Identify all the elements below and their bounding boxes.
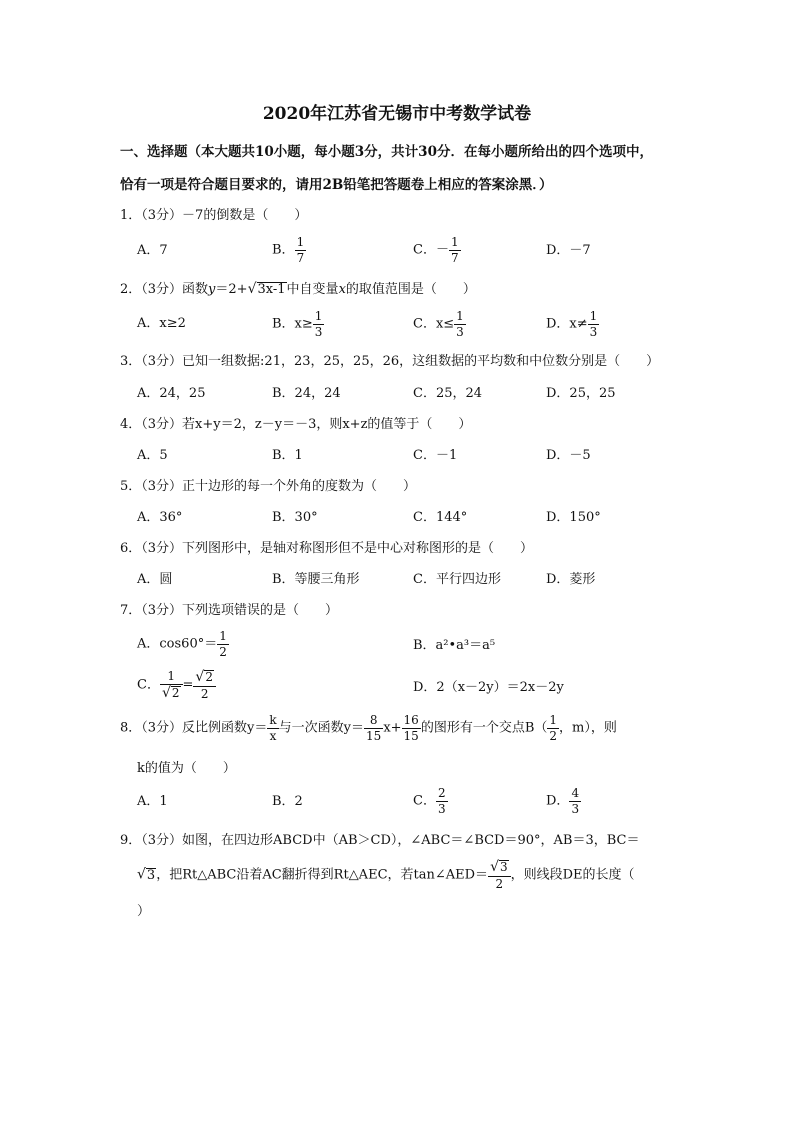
q8-frac-1-2 — [548, 714, 558, 742]
radicand: 3 — [499, 860, 508, 874]
numerator: 8 — [369, 713, 378, 727]
q8-option-c — [413, 787, 448, 815]
q8-frac-k-x — [268, 714, 277, 742]
q2-var2: x — [338, 282, 346, 297]
q5-option-a: A．36° — [137, 510, 183, 525]
q5-option-d: D．150° — [546, 510, 601, 525]
question-8-line2: k的值为（ ） — [137, 761, 236, 776]
numerator: 16 — [403, 713, 419, 727]
q4-option-b: B．1 — [272, 448, 303, 463]
q2-suffix: 中自变量 — [286, 282, 339, 297]
denominator: 3 — [314, 324, 323, 339]
denominator — [160, 684, 183, 701]
q3-option-d: D．25，25 — [546, 386, 616, 401]
q8-option-d — [546, 787, 581, 815]
q1-option-c — [413, 236, 461, 264]
q2-radicand: 3x-1 — [257, 282, 286, 297]
q2-eq: ＝2+ — [215, 282, 248, 297]
numerator: 1 — [549, 713, 558, 727]
q7-c-fraction-right — [194, 670, 215, 700]
q5-option-b: B．30° — [272, 510, 318, 525]
sqrt-sign: √ — [490, 859, 499, 875]
q7-c-eq: = — [182, 677, 194, 693]
q7-option-c — [137, 670, 216, 700]
numerator: 1 — [314, 309, 323, 323]
denominator: 2 — [549, 728, 558, 743]
question-4-stem: 4．（3分）若x+y＝2，z－y＝－3，则x+z的值等于（ ） — [120, 417, 472, 432]
q4-option-d: D．－5 — [546, 448, 591, 463]
q2-c-label: C．x≤ — [413, 316, 455, 332]
q1-option-b — [272, 236, 306, 264]
q8-mid: 与一次函数y＝ — [278, 720, 365, 736]
question-1-stem: 1．（3分）－7的倒数是（ ） — [120, 208, 308, 223]
q6-option-b: B．等腰三角形 — [272, 572, 360, 587]
radicand: 2 — [205, 670, 213, 684]
q7-a-fraction — [218, 630, 228, 658]
question-9-line2 — [137, 860, 635, 890]
q7-option-a — [137, 630, 229, 658]
q3-option-c: C．25，24 — [413, 386, 483, 401]
question-9-line1: 9．（3分）如图，在四边形ABCD中（AB＞CD），∠ABC＝∠BCD＝90°，AB＝3，BC＝ — [120, 833, 640, 848]
denominator: 2 — [488, 876, 511, 891]
denominator: 7 — [450, 250, 459, 265]
q1-b-label: B． — [272, 242, 295, 258]
denominator: 15 — [366, 728, 382, 743]
denominator: x — [267, 728, 278, 743]
q7-option-d: D．2（x－2y）＝2x－2y — [413, 680, 564, 695]
q1-option-d: D．－7 — [546, 243, 591, 258]
q8-frac-8-15 — [365, 714, 382, 742]
numerator: 1 — [167, 669, 176, 683]
denominator: 7 — [296, 250, 305, 265]
q8-option-b: B．2 — [272, 794, 303, 809]
q6-option-c: C．平行四边形 — [413, 572, 501, 587]
q3-option-a: A．24，25 — [137, 386, 206, 401]
q2-d-label: D．x≠ — [546, 316, 588, 332]
q2-b-label: B．x≥ — [272, 316, 313, 332]
question-8-stem — [120, 714, 617, 742]
question-2-stem — [120, 282, 476, 296]
denominator: 3 — [456, 324, 464, 339]
q2-b-fraction — [314, 310, 324, 338]
section-heading-line1: 一、选择题（本大题共10小题，每小题3分，共计30分．在每小题所给出的四个选项中， — [120, 144, 653, 160]
q2-d-fraction — [589, 310, 599, 338]
radicand: 2 — [171, 685, 180, 700]
q9-end: ，则线段DE的长度（ — [510, 867, 635, 883]
q9-mid: ，把Rt△ABC沿着AC翻折得到Rt△AEC，若tan∠AED＝ — [156, 867, 489, 883]
numerator: 1 — [456, 309, 464, 323]
question-6-stem: 6．（3分）下列图形中，是轴对称图形但不是中心对称图形的是（ ） — [120, 541, 534, 556]
page-title: 2020年江苏省无锡市中考数学试卷 — [262, 104, 532, 124]
numerator — [489, 860, 510, 876]
question-7-stem: 7．（3分）下列选项错误的是（ ） — [120, 603, 339, 618]
sqrt-sign: √ — [161, 684, 171, 701]
sqrt-sign: √ — [247, 281, 257, 297]
q8-d-label: D． — [546, 793, 570, 809]
q4-option-a: A．5 — [137, 448, 168, 463]
q7-c-fraction-left — [161, 670, 182, 700]
q8-d-fraction — [570, 787, 580, 815]
sqrt-sign: √ — [195, 669, 205, 685]
q2-option-b — [272, 310, 324, 338]
numerator: 1 — [589, 309, 598, 323]
numerator: 1 — [450, 235, 459, 249]
q8-option-a: A．1 — [137, 794, 168, 809]
q8-c-label: C． — [413, 793, 436, 809]
numerator: 1 — [296, 235, 305, 249]
q8-plus: x+ — [383, 720, 402, 736]
denominator: 2 — [219, 644, 227, 659]
q6-option-d: D．菱形 — [546, 572, 596, 587]
q1-option-a: A．7 — [137, 243, 168, 258]
q7-option-b: B．a²•a³＝a⁵ — [413, 638, 496, 653]
q3-option-b: B．24，24 — [272, 386, 341, 401]
section-heading-line2: 恰有一项是符合题目要求的，请用2B铅笔把答题卷上相应的答案涂黑．） — [120, 177, 553, 193]
question-5-stem: 5．（3分）正十边形的每一个外角的度数为（ ） — [120, 479, 417, 494]
q8-prefix: 8．（3分）反比例函数y＝ — [120, 720, 268, 736]
numerator: k — [269, 713, 277, 727]
numerator — [194, 670, 215, 686]
q2-option-a: A．x≥2 — [137, 316, 186, 331]
q2-var: y — [208, 282, 216, 297]
q9-radicand: 3 — [146, 867, 156, 883]
q2-prefix: 2．（3分）函数 — [120, 282, 209, 297]
q2-c-fraction — [455, 310, 465, 338]
q4-option-c: C．－1 — [413, 448, 458, 463]
q7-c-label: C． — [137, 677, 160, 693]
denominator: 2 — [193, 686, 216, 701]
q8-frac-16-15 — [403, 714, 420, 742]
q2-suffix2: 的取值范围是（ ） — [345, 282, 476, 297]
q9-fraction — [489, 860, 510, 890]
sqrt-sign: √ — [137, 866, 146, 883]
numerator: 2 — [437, 786, 446, 800]
question-3-stem: 3．（3分）已知一组数据:21，23，25，25，26，这组数据的平均数和中位数分别是（ ） — [120, 354, 660, 369]
q1-b-fraction — [296, 236, 306, 264]
denominator: 3 — [589, 324, 598, 339]
q1-c-fraction — [450, 236, 460, 264]
denominator: 3 — [571, 801, 580, 816]
q2-option-c — [413, 310, 466, 338]
denominator: 15 — [403, 728, 419, 743]
q5-option-c: C．144° — [413, 510, 468, 525]
q8-mid2: 的图形有一个交点B（ — [420, 720, 548, 736]
numerator: 1 — [219, 629, 227, 643]
q1-c-label: C．－ — [413, 242, 449, 258]
q2-option-d — [546, 310, 599, 338]
q8-end: ，m），则 — [559, 720, 617, 736]
question-9-line3: ） — [137, 904, 151, 919]
q7-a-label: A．cos60°＝ — [137, 636, 218, 652]
denominator: 3 — [437, 801, 446, 816]
q6-option-a: A．圆 — [137, 572, 173, 587]
q8-c-fraction — [437, 787, 447, 815]
numerator: 4 — [571, 786, 580, 800]
